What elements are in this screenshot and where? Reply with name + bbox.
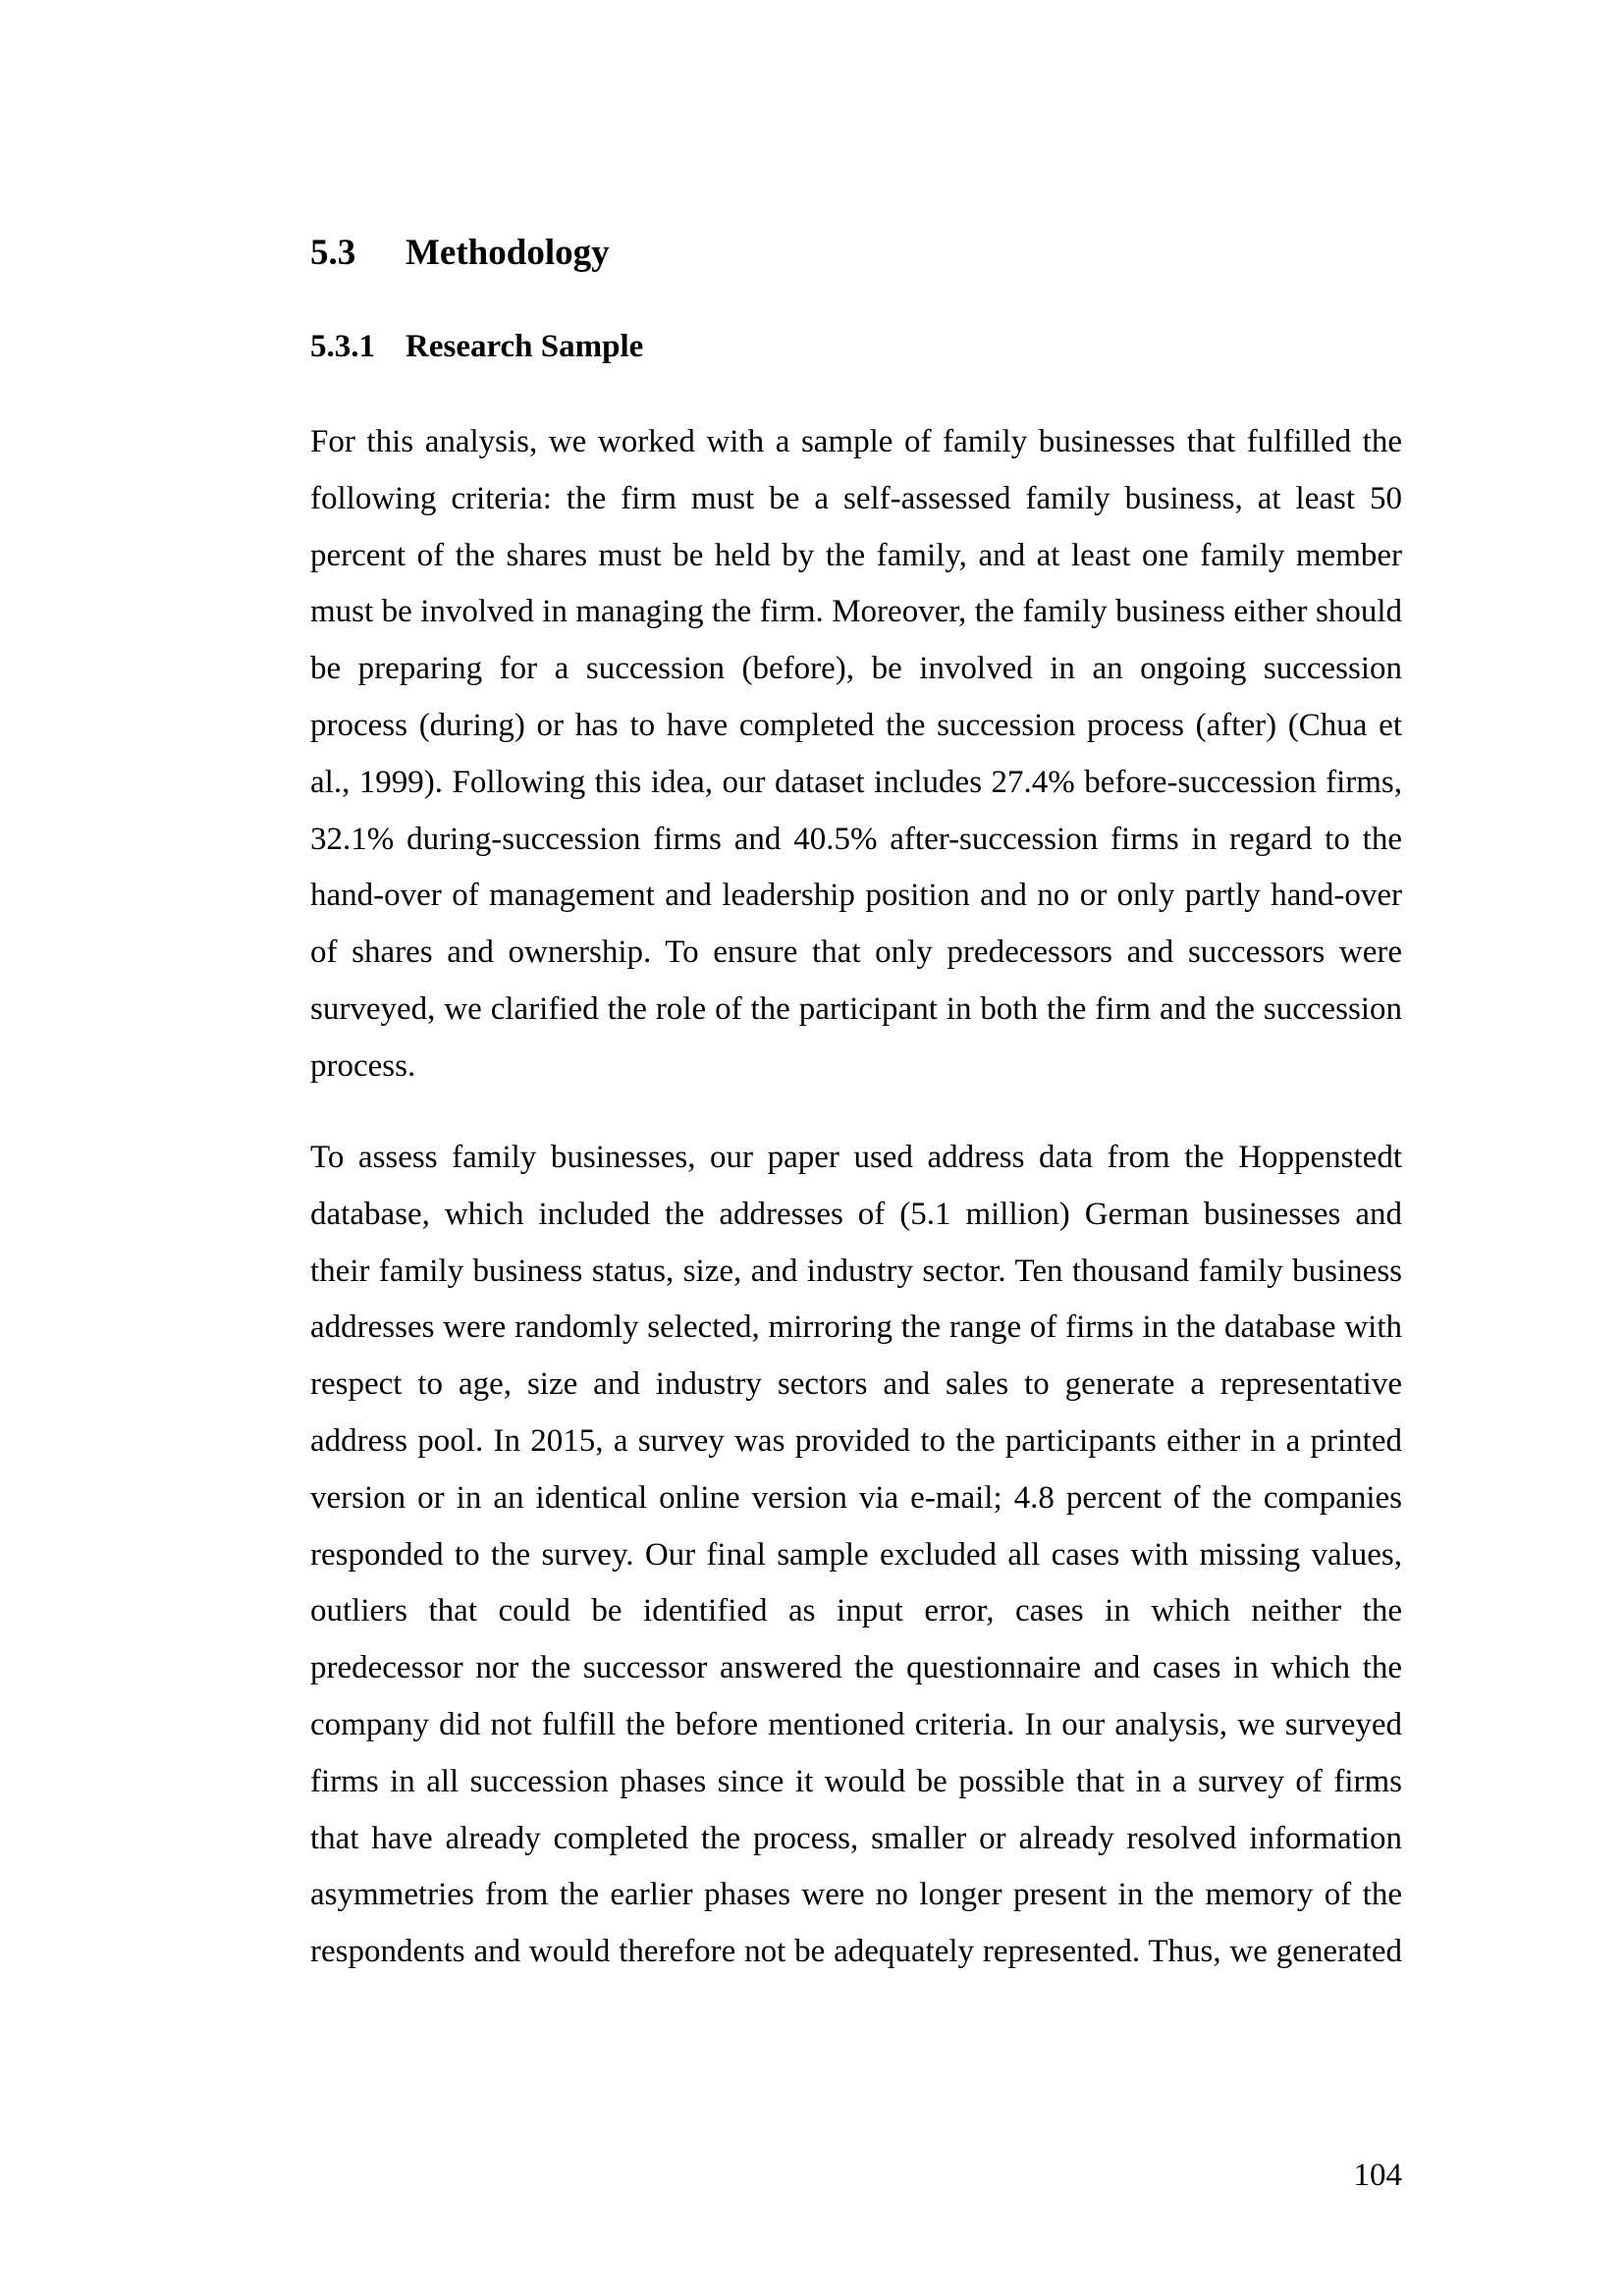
subsection-title: Research Sample [406,329,644,364]
page-number: 104 [1353,2158,1402,2193]
body-paragraph-1: For this analysis, we worked with a sample of family businesses that fulfilled the following criteria: the firm must be a self-assessed family business, at least 50 percent of the shares must be held by the family, and at least one family member must be involved in managing the firm. Moreover, the family business either should be preparing for a succession (before), be involved in an ongoing succession process (during) or has to have completed the succession process (after) (Chua et al., 1999). Following this idea, our dataset includes 27.4% before-succession firms, 32.1% during-succession firms and 40.5% after-succession firms in regard to the hand-over of management and leadership position and no or only partly hand-over of shares and ownership. To ensure that only predecessors and successors were surveyed, we clarified the role of the participant in both the firm and the succession process. [310,424,1402,1084]
section-heading [310,232,610,275]
subsection-heading [310,327,643,366]
subsection-number: 5.3.1 [310,329,375,364]
section-number: 5.3 [310,233,356,273]
body-paragraph-2: To assess family businesses, our paper used address data from the Hoppenstedt database, which included the addresses of (5.1 million) German businesses and their family business status, size, and industry sector. Ten thousand family business addresses were randomly selected, mirroring the range of firms in the database with respect to age, size and industry sectors and sales to generate a representative address pool. In 2015, a survey was provided to the participants either in a printed version or in an identical online version via e-mail; 4.8 percent of the companies responded to the survey. Our final sample excluded all cases with missing values, outliers that could be identified as input error, cases in which neither the predecessor nor the successor answered the questionnaire and cases in which the company did not fulfill the before mentioned criteria. In our analysis, we surveyed firms in all succession phases since it would be possible that in a survey of firms that have already completed the process, smaller or already resolved information asymmetries from the earlier phases were no longer present in the memory of the respondents and would therefore not be adequately represented. Thus, we generated [310,1140,1402,1970]
section-title: Methodology [406,233,610,273]
